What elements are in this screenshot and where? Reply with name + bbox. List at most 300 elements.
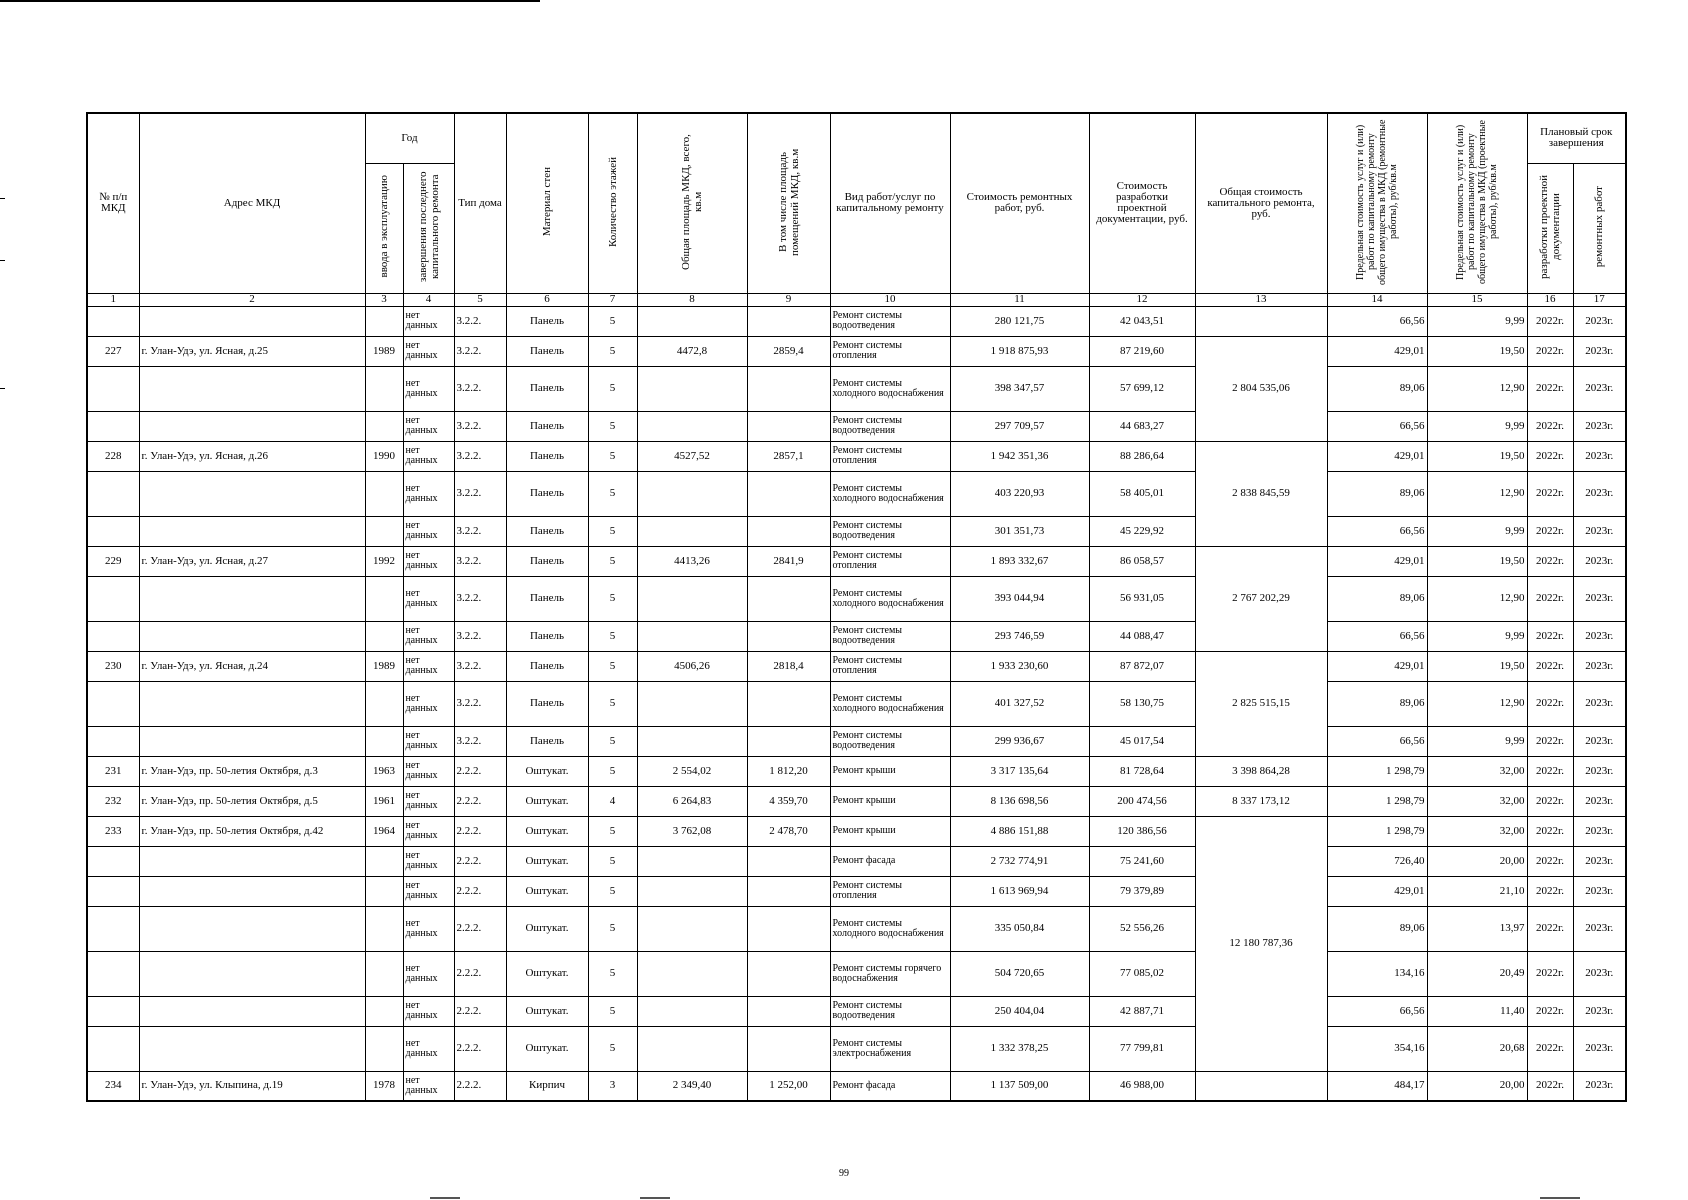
cell-total-area: 3 762,08 <box>637 816 747 846</box>
cell-work-type: Ремонт системы отопления <box>830 876 950 906</box>
cell-repair-cost: 3 317 135,64 <box>950 756 1089 786</box>
cell-wall-material: Панель <box>506 576 588 621</box>
cell-design-cost: 46 988,00 <box>1089 1071 1195 1101</box>
cell-limit-design: 20,68 <box>1427 1026 1527 1071</box>
cell-limit-design: 21,10 <box>1427 876 1527 906</box>
cell-floors: 5 <box>588 471 637 516</box>
cell-premises-area <box>747 876 830 906</box>
cell-row-number: 227 <box>87 336 139 366</box>
header-num: № п/п МКД <box>87 113 139 293</box>
cell-work-type: Ремонт системы водоотведения <box>830 621 950 651</box>
cell-deadline-repair: 2023г. <box>1573 576 1626 621</box>
table-row <box>87 546 1626 576</box>
cell-repair-cost: 1 137 509,00 <box>950 1071 1089 1101</box>
cell-limit-repair: 429,01 <box>1327 441 1427 471</box>
cell-wall-material: Оштукат. <box>506 951 588 996</box>
column-number: 17 <box>1573 293 1626 306</box>
header-wall-material: Материал стен <box>506 113 588 293</box>
cell-year-commission <box>365 1026 403 1071</box>
column-number: 14 <box>1327 293 1427 306</box>
cell-total-area: 2 554,02 <box>637 756 747 786</box>
cell-limit-design: 20,00 <box>1427 846 1527 876</box>
cell-house-type: 3.2.2. <box>454 366 506 411</box>
table-row <box>87 1026 1626 1071</box>
table-row <box>87 1071 1626 1101</box>
cell-limit-design: 19,50 <box>1427 546 1527 576</box>
cell-year-last-repair: нет данных <box>403 1026 454 1071</box>
cell-year-commission <box>365 726 403 756</box>
table-row <box>87 336 1626 366</box>
cell-year-last-repair: нет данных <box>403 621 454 651</box>
cell-row-number: 228 <box>87 441 139 471</box>
table-row <box>87 366 1626 411</box>
column-number: 3 <box>365 293 403 306</box>
cell-work-type: Ремонт системы отопления <box>830 441 950 471</box>
cell-row-number: 232 <box>87 786 139 816</box>
header-deadline-design: разработки проектной документации <box>1527 163 1573 293</box>
cell-row-number <box>87 876 139 906</box>
cell-address: г. Улан-Удэ, ул. Клыпина, д.19 <box>139 1071 365 1101</box>
cell-limit-design: 20,49 <box>1427 951 1527 996</box>
cell-floors: 5 <box>588 366 637 411</box>
cell-premises-area: 4 359,70 <box>747 786 830 816</box>
cell-total-area <box>637 726 747 756</box>
cell-row-number <box>87 411 139 441</box>
cell-floors: 5 <box>588 726 637 756</box>
cell-limit-design: 32,00 <box>1427 786 1527 816</box>
cell-house-type: 2.2.2. <box>454 786 506 816</box>
cell-deadline-repair: 2023г. <box>1573 1026 1626 1071</box>
cell-deadline-design: 2022г. <box>1527 951 1573 996</box>
cell-deadline-design: 2022г. <box>1527 681 1573 726</box>
cell-floors: 5 <box>588 951 637 996</box>
cell-premises-area: 2841,9 <box>747 546 830 576</box>
cell-limit-design: 19,50 <box>1427 651 1527 681</box>
cell-deadline-design: 2022г. <box>1527 336 1573 366</box>
cell-total-area: 6 264,83 <box>637 786 747 816</box>
cell-design-cost: 87 872,07 <box>1089 651 1195 681</box>
cell-year-commission <box>365 846 403 876</box>
cell-premises-area <box>747 681 830 726</box>
cell-deadline-design: 2022г. <box>1527 306 1573 336</box>
cell-work-type: Ремонт крыши <box>830 816 950 846</box>
table-row <box>87 621 1626 651</box>
cell-total-area <box>637 951 747 996</box>
cell-deadline-repair: 2023г. <box>1573 726 1626 756</box>
cell-address: г. Улан-Удэ, пр. 50-летия Октября, д.3 <box>139 756 365 786</box>
bottom-rule <box>640 1197 670 1199</box>
cell-deadline-design: 2022г. <box>1527 546 1573 576</box>
cell-floors: 5 <box>588 441 637 471</box>
cell-wall-material: Панель <box>506 681 588 726</box>
cell-premises-area <box>747 951 830 996</box>
table-row <box>87 996 1626 1026</box>
cell-wall-material: Оштукат. <box>506 1026 588 1071</box>
cell-work-type: Ремонт крыши <box>830 786 950 816</box>
cell-house-type: 2.2.2. <box>454 816 506 846</box>
cell-repair-cost: 293 746,59 <box>950 621 1089 651</box>
cell-total-area <box>637 681 747 726</box>
cell-premises-area <box>747 411 830 441</box>
cell-work-type: Ремонт системы холодного водоснабжения <box>830 471 950 516</box>
cell-total-area <box>637 1026 747 1071</box>
cell-total-cost: 2 804 535,06 <box>1195 336 1327 441</box>
cell-work-type: Ремонт фасада <box>830 846 950 876</box>
cell-year-commission: 1990 <box>365 441 403 471</box>
cell-deadline-repair: 2023г. <box>1573 411 1626 441</box>
cell-deadline-design: 2022г. <box>1527 1026 1573 1071</box>
cell-year-last-repair: нет данных <box>403 816 454 846</box>
cell-floors: 4 <box>588 786 637 816</box>
cell-limit-repair: 1 298,79 <box>1327 756 1427 786</box>
cell-limit-design: 32,00 <box>1427 816 1527 846</box>
cell-total-area: 4506,26 <box>637 651 747 681</box>
column-number: 13 <box>1195 293 1327 306</box>
cell-row-number: 233 <box>87 816 139 846</box>
table-row <box>87 816 1626 846</box>
cell-work-type: Ремонт системы отопления <box>830 336 950 366</box>
cell-floors: 5 <box>588 876 637 906</box>
cell-repair-cost: 250 404,04 <box>950 996 1089 1026</box>
cell-wall-material: Кирпич <box>506 1071 588 1101</box>
cell-total-area: 4527,52 <box>637 441 747 471</box>
column-number: 12 <box>1089 293 1195 306</box>
cell-address <box>139 1026 365 1071</box>
cell-deadline-design: 2022г. <box>1527 726 1573 756</box>
header-deadline-repair: ремонтных работ <box>1573 163 1626 293</box>
cell-repair-cost: 297 709,57 <box>950 411 1089 441</box>
cell-deadline-repair: 2023г. <box>1573 441 1626 471</box>
cell-work-type: Ремонт системы отопления <box>830 651 950 681</box>
cell-row-number <box>87 516 139 546</box>
cell-total-area <box>637 471 747 516</box>
bottom-rule <box>1540 1197 1580 1199</box>
cell-design-cost: 56 931,05 <box>1089 576 1195 621</box>
cell-limit-repair: 66,56 <box>1327 306 1427 336</box>
cell-wall-material: Панель <box>506 471 588 516</box>
column-number: 15 <box>1427 293 1527 306</box>
column-number-row <box>87 293 1626 306</box>
cell-work-type: Ремонт фасада <box>830 1071 950 1101</box>
cell-deadline-repair: 2023г. <box>1573 951 1626 996</box>
cell-year-commission: 1978 <box>365 1071 403 1101</box>
cell-year-last-repair: нет данных <box>403 786 454 816</box>
cell-deadline-design: 2022г. <box>1527 441 1573 471</box>
table-row <box>87 471 1626 516</box>
cell-repair-cost: 4 886 151,88 <box>950 816 1089 846</box>
cell-house-type: 2.2.2. <box>454 846 506 876</box>
table-row <box>87 651 1626 681</box>
column-number: 5 <box>454 293 506 306</box>
cell-house-type: 3.2.2. <box>454 681 506 726</box>
cell-limit-repair: 66,56 <box>1327 411 1427 441</box>
cell-address: г. Улан-Удэ, пр. 50-летия Октября, д.5 <box>139 786 365 816</box>
cell-address <box>139 576 365 621</box>
cell-limit-design: 9,99 <box>1427 306 1527 336</box>
cell-limit-repair: 89,06 <box>1327 681 1427 726</box>
column-number: 6 <box>506 293 588 306</box>
cell-premises-area: 2 478,70 <box>747 816 830 846</box>
table-row <box>87 516 1626 546</box>
header-total-area: Общая площадь МКД, всего, кв.м <box>637 113 747 293</box>
cell-deadline-design: 2022г. <box>1527 996 1573 1026</box>
cell-house-type: 2.2.2. <box>454 996 506 1026</box>
cell-work-type: Ремонт системы отопления <box>830 546 950 576</box>
cell-deadline-repair: 2023г. <box>1573 996 1626 1026</box>
cell-design-cost: 87 219,60 <box>1089 336 1195 366</box>
cell-work-type: Ремонт системы холодного водоснабжения <box>830 366 950 411</box>
cell-year-commission <box>365 906 403 951</box>
cell-row-number <box>87 951 139 996</box>
cell-total-area <box>637 411 747 441</box>
cell-deadline-design: 2022г. <box>1527 906 1573 951</box>
header-house-type: Тип дома <box>454 113 506 293</box>
cell-work-type: Ремонт системы холодного водоснабжения <box>830 906 950 951</box>
cell-wall-material: Оштукат. <box>506 756 588 786</box>
page-number: 99 <box>839 1168 849 1179</box>
cell-address: г. Улан-Удэ, ул. Ясная, д.27 <box>139 546 365 576</box>
cell-design-cost: 58 130,75 <box>1089 681 1195 726</box>
table-row <box>87 756 1626 786</box>
cell-floors: 5 <box>588 846 637 876</box>
cell-house-type: 2.2.2. <box>454 1071 506 1101</box>
cell-wall-material: Панель <box>506 546 588 576</box>
cell-limit-repair: 89,06 <box>1327 906 1427 951</box>
cell-limit-repair: 66,56 <box>1327 516 1427 546</box>
cell-limit-design: 20,00 <box>1427 1071 1527 1101</box>
cell-row-number: 234 <box>87 1071 139 1101</box>
cell-design-cost: 120 386,56 <box>1089 816 1195 846</box>
cell-limit-repair: 134,16 <box>1327 951 1427 996</box>
header-deadline-group: Плановый срок завершения <box>1527 113 1626 163</box>
header-design-cost: Стоимость разработки проектной документации, руб. <box>1089 113 1195 293</box>
cell-year-last-repair: нет данных <box>403 516 454 546</box>
cell-premises-area <box>747 726 830 756</box>
cell-floors: 5 <box>588 816 637 846</box>
cell-deadline-repair: 2023г. <box>1573 1071 1626 1101</box>
cell-total-area <box>637 576 747 621</box>
cell-deadline-design: 2022г. <box>1527 651 1573 681</box>
cell-wall-material: Оштукат. <box>506 996 588 1026</box>
cell-house-type: 3.2.2. <box>454 306 506 336</box>
cell-deadline-repair: 2023г. <box>1573 876 1626 906</box>
column-number: 4 <box>403 293 454 306</box>
cell-year-commission <box>365 621 403 651</box>
cell-deadline-repair: 2023г. <box>1573 681 1626 726</box>
cell-total-cost <box>1195 1071 1327 1101</box>
cell-year-last-repair: нет данных <box>403 1071 454 1101</box>
cell-address <box>139 996 365 1026</box>
column-number: 8 <box>637 293 747 306</box>
cell-repair-cost: 504 720,65 <box>950 951 1089 996</box>
cell-wall-material: Панель <box>506 651 588 681</box>
cell-total-cost <box>1195 306 1327 336</box>
column-number: 1 <box>87 293 139 306</box>
cell-year-commission: 1963 <box>365 756 403 786</box>
cell-design-cost: 81 728,64 <box>1089 756 1195 786</box>
cell-row-number <box>87 1026 139 1071</box>
header-year-commission: ввода в эксплуатацию <box>365 163 403 293</box>
cell-repair-cost: 2 732 774,91 <box>950 846 1089 876</box>
cell-total-area <box>637 366 747 411</box>
cell-year-commission <box>365 471 403 516</box>
cell-deadline-design: 2022г. <box>1527 366 1573 411</box>
cell-address <box>139 681 365 726</box>
header-year-last-repair: завершения последнего капитального ремонта <box>403 163 454 293</box>
cell-limit-design: 32,00 <box>1427 756 1527 786</box>
cell-total-area <box>637 876 747 906</box>
cell-year-commission <box>365 366 403 411</box>
cell-row-number <box>87 471 139 516</box>
column-number: 2 <box>139 293 365 306</box>
header-year-group: Год <box>365 113 454 163</box>
table-row <box>87 441 1626 471</box>
cell-limit-repair: 429,01 <box>1327 336 1427 366</box>
cell-year-commission: 1989 <box>365 651 403 681</box>
cell-floors: 5 <box>588 516 637 546</box>
cell-total-cost: 2 767 202,29 <box>1195 546 1327 651</box>
cell-house-type: 2.2.2. <box>454 756 506 786</box>
cell-floors: 5 <box>588 576 637 621</box>
cell-house-type: 2.2.2. <box>454 1026 506 1071</box>
cell-row-number <box>87 846 139 876</box>
header-repair-cost: Стоимость ремонтных работ, руб. <box>950 113 1089 293</box>
cell-floors: 5 <box>588 621 637 651</box>
cell-design-cost: 44 683,27 <box>1089 411 1195 441</box>
cell-repair-cost: 301 351,73 <box>950 516 1089 546</box>
cell-design-cost: 45 017,54 <box>1089 726 1195 756</box>
cell-premises-area <box>747 306 830 336</box>
cell-wall-material: Оштукат. <box>506 846 588 876</box>
cell-work-type: Ремонт системы водоотведения <box>830 726 950 756</box>
cell-year-last-repair: нет данных <box>403 336 454 366</box>
cell-house-type: 2.2.2. <box>454 906 506 951</box>
cell-repair-cost: 1 933 230,60 <box>950 651 1089 681</box>
cell-premises-area <box>747 516 830 546</box>
cell-house-type: 3.2.2. <box>454 471 506 516</box>
cell-premises-area <box>747 906 830 951</box>
cell-year-last-repair: нет данных <box>403 411 454 441</box>
cell-row-number <box>87 996 139 1026</box>
cell-deadline-design: 2022г. <box>1527 816 1573 846</box>
cell-repair-cost: 299 936,67 <box>950 726 1089 756</box>
cell-year-last-repair: нет данных <box>403 681 454 726</box>
header-work-type: Вид работ/услуг по капитальному ремонту <box>830 113 950 293</box>
cell-wall-material: Оштукат. <box>506 906 588 951</box>
cell-limit-design: 12,90 <box>1427 681 1527 726</box>
cell-repair-cost: 401 327,52 <box>950 681 1089 726</box>
cell-wall-material: Оштукат. <box>506 816 588 846</box>
cell-house-type: 3.2.2. <box>454 576 506 621</box>
cell-limit-repair: 89,06 <box>1327 366 1427 411</box>
cell-limit-design: 19,50 <box>1427 441 1527 471</box>
cell-address <box>139 846 365 876</box>
repair-register-table <box>86 112 1627 1102</box>
cell-premises-area <box>747 576 830 621</box>
cell-premises-area <box>747 471 830 516</box>
cell-design-cost: 57 699,12 <box>1089 366 1195 411</box>
cell-address <box>139 306 365 336</box>
cell-house-type: 3.2.2. <box>454 336 506 366</box>
cell-deadline-design: 2022г. <box>1527 621 1573 651</box>
cell-address <box>139 951 365 996</box>
table-row <box>87 951 1626 996</box>
cell-deadline-repair: 2023г. <box>1573 906 1626 951</box>
cell-wall-material: Панель <box>506 306 588 336</box>
cell-address: г. Улан-Удэ, пр. 50-летия Октября, д.42 <box>139 816 365 846</box>
table-row <box>87 726 1626 756</box>
cell-year-last-repair: нет данных <box>403 546 454 576</box>
cell-year-commission <box>365 996 403 1026</box>
cell-design-cost: 52 556,26 <box>1089 906 1195 951</box>
cell-deadline-design: 2022г. <box>1527 846 1573 876</box>
cell-premises-area <box>747 996 830 1026</box>
cell-design-cost: 42 043,51 <box>1089 306 1195 336</box>
cell-address <box>139 621 365 651</box>
cell-limit-design: 9,99 <box>1427 621 1527 651</box>
cell-total-cost: 8 337 173,12 <box>1195 786 1327 816</box>
header-floors: Количество этажей <box>588 113 637 293</box>
cell-house-type: 3.2.2. <box>454 621 506 651</box>
cell-repair-cost: 8 136 698,56 <box>950 786 1089 816</box>
cell-row-number <box>87 726 139 756</box>
cell-repair-cost: 1 332 378,25 <box>950 1026 1089 1071</box>
cell-floors: 5 <box>588 336 637 366</box>
cell-limit-repair: 429,01 <box>1327 876 1427 906</box>
cell-house-type: 3.2.2. <box>454 516 506 546</box>
cell-floors: 5 <box>588 681 637 726</box>
cell-deadline-design: 2022г. <box>1527 876 1573 906</box>
cell-row-number: 230 <box>87 651 139 681</box>
cell-work-type: Ремонт системы холодного водоснабжения <box>830 576 950 621</box>
cell-floors: 5 <box>588 306 637 336</box>
cell-work-type: Ремонт крыши <box>830 756 950 786</box>
cell-repair-cost: 335 050,84 <box>950 906 1089 951</box>
cell-wall-material: Панель <box>506 726 588 756</box>
cell-deadline-repair: 2023г. <box>1573 621 1626 651</box>
cell-total-area: 2 349,40 <box>637 1071 747 1101</box>
cell-row-number: 231 <box>87 756 139 786</box>
cell-limit-design: 12,90 <box>1427 366 1527 411</box>
table-row <box>87 681 1626 726</box>
cell-year-commission: 1961 <box>365 786 403 816</box>
cell-address <box>139 876 365 906</box>
cell-house-type: 3.2.2. <box>454 441 506 471</box>
cell-work-type: Ремонт системы электроснабжения <box>830 1026 950 1071</box>
column-number: 9 <box>747 293 830 306</box>
cell-year-commission: 1964 <box>365 816 403 846</box>
table-row <box>87 411 1626 441</box>
cell-repair-cost: 398 347,57 <box>950 366 1089 411</box>
cell-year-last-repair: нет данных <box>403 306 454 336</box>
bottom-rule <box>430 1197 460 1199</box>
column-number: 7 <box>588 293 637 306</box>
cell-deadline-repair: 2023г. <box>1573 651 1626 681</box>
table-row <box>87 876 1626 906</box>
cell-wall-material: Оштукат. <box>506 786 588 816</box>
cell-address <box>139 411 365 441</box>
cell-year-last-repair: нет данных <box>403 951 454 996</box>
cell-row-number <box>87 366 139 411</box>
cell-limit-repair: 354,16 <box>1327 1026 1427 1071</box>
cell-total-area <box>637 621 747 651</box>
cell-floors: 5 <box>588 1026 637 1071</box>
cell-wall-material: Панель <box>506 441 588 471</box>
cell-limit-repair: 726,40 <box>1327 846 1427 876</box>
cell-repair-cost: 1 893 332,67 <box>950 546 1089 576</box>
cell-row-number <box>87 681 139 726</box>
cell-limit-repair: 89,06 <box>1327 576 1427 621</box>
